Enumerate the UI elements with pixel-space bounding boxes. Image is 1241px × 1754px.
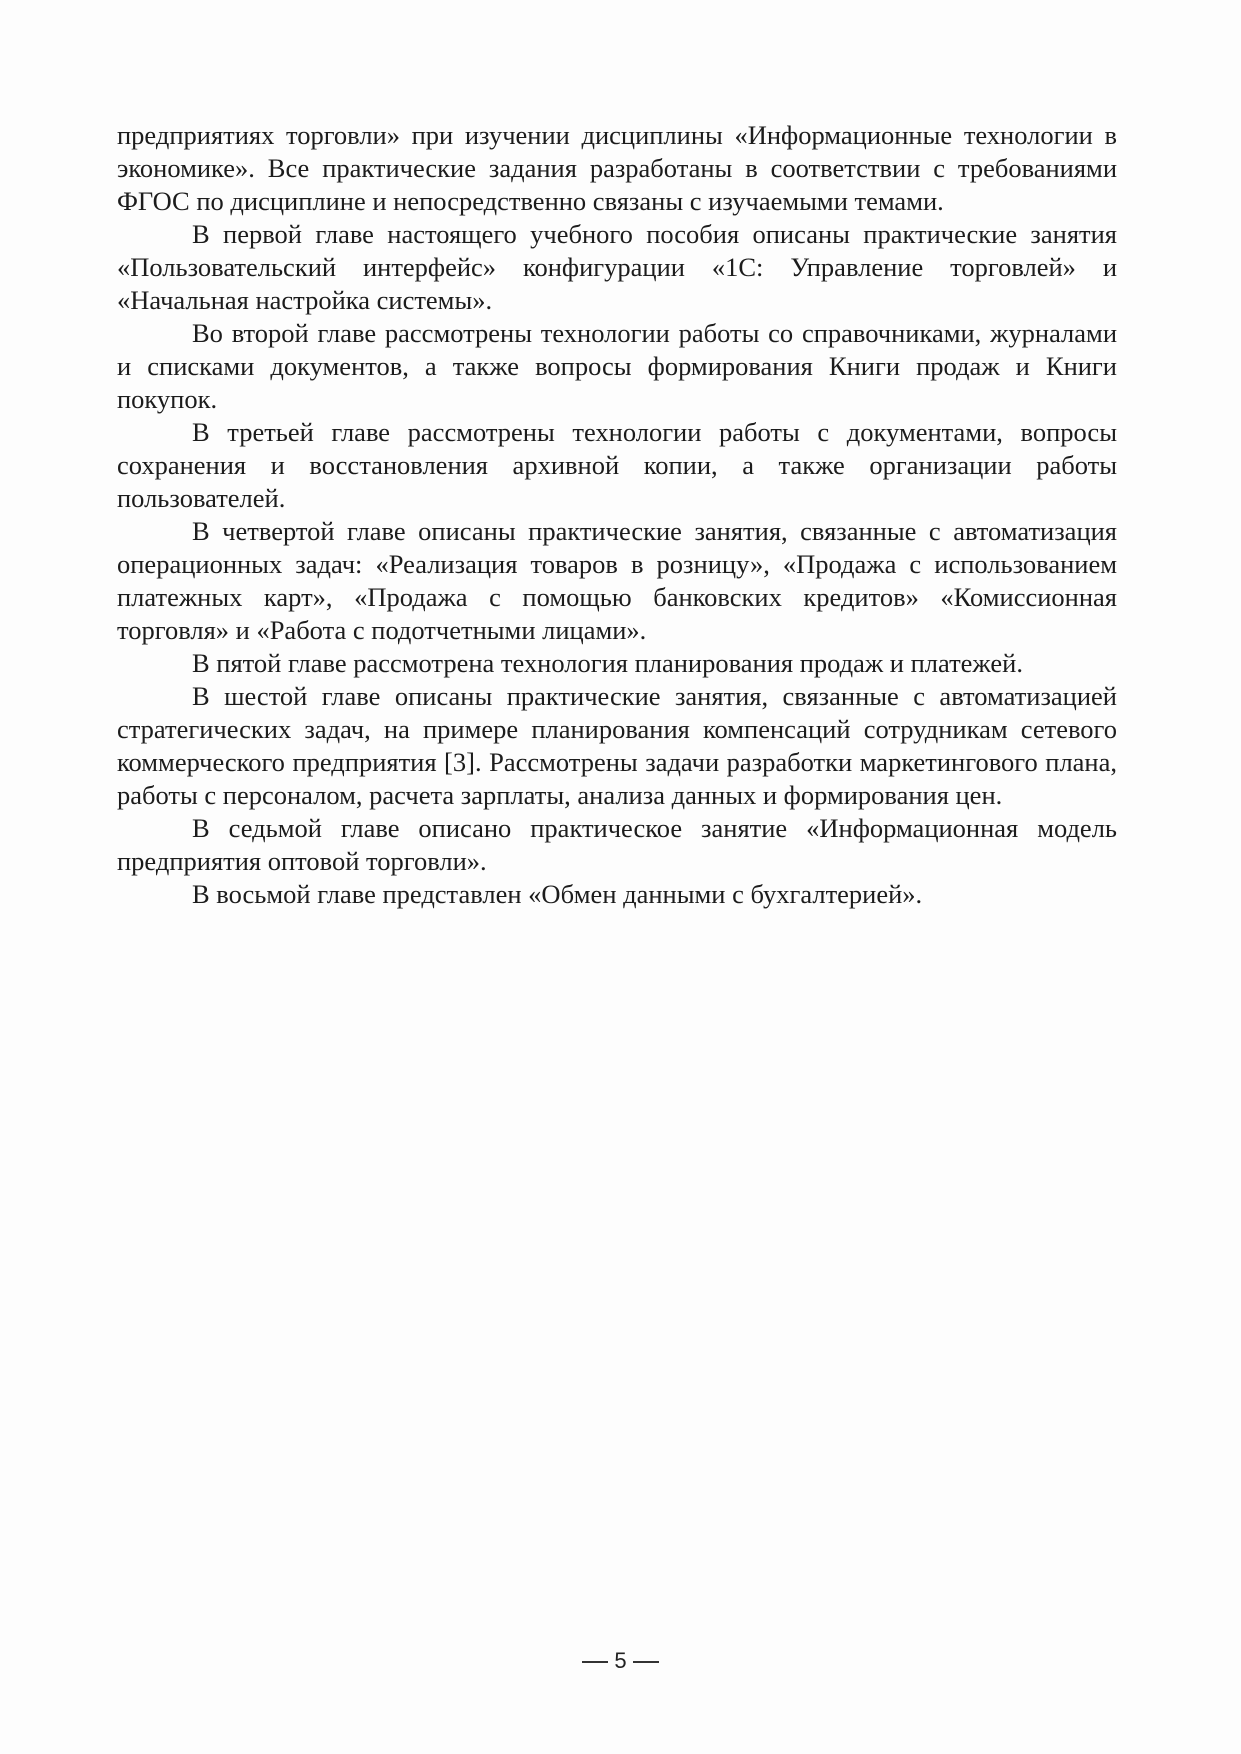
paragraph-chapter-5: В пятой главе рассмотрена технология планирования продаж и платежей.	[192, 648, 1023, 678]
paragraph-chapter-1: В первой главе настоящего учебного пособия описаны практические занятия «Пользовательский интерфейс» конфигурации «1С: Управление торговлей» и «Начальная настройка системы».	[117, 219, 1117, 315]
page-number-left-dash	[582, 1661, 608, 1663]
paragraph-chapter-3: В третьей главе рассмотрены технологии работы с документами, вопросы сохранения и восстановления архивной копии, а также организации работы пользователей.	[117, 417, 1117, 513]
paragraph-intro-continuation: предприятиях торговли» при изучении дисциплины «Информационные технологии в экономике». Все практические задания разработаны в соответствии с требованиями ФГОС по дисциплине и непосредственно связаны с изучаемыми темами.	[117, 120, 1117, 216]
page-number	[0, 1648, 1241, 1674]
page-number-right-dash	[633, 1661, 659, 1663]
paragraph-chapter-7: В седьмой главе описано практическое занятие «Информационная модель предприятия оптовой торговли».	[117, 813, 1117, 876]
paragraph-chapter-2: Во второй главе рассмотрены технологии работы со справочниками, журналами и списками документов, а также вопросы формирования Книги продаж и Книги покупок.	[117, 318, 1117, 414]
paragraph-chapter-6: В шестой главе описаны практические занятия, связанные с автоматизацией стратегических задач, на примере планирования компенсаций сотрудникам сетевого коммерческого предприятия [3]. Рассмотрены задачи разработки маркетингового плана, работы с персоналом, расчета зарплаты, анализа данных и формирования цен.	[117, 681, 1117, 810]
page-number-value: 5	[614, 1648, 627, 1673]
paragraph-chapter-8: В восьмой главе представлен «Обмен данными с бухгалтерией».	[192, 879, 923, 909]
paragraph-chapter-4: В четвертой главе описаны практические занятия, связанные с автоматизация операционных задач: «Реализация товаров в розницу», «Продажа с использованием платежных карт», «Продажа с помощью банковских кредитов» «Комиссионная торговля» и «Работа с подотчетными лицами».	[117, 516, 1117, 645]
body-text	[117, 119, 1117, 911]
